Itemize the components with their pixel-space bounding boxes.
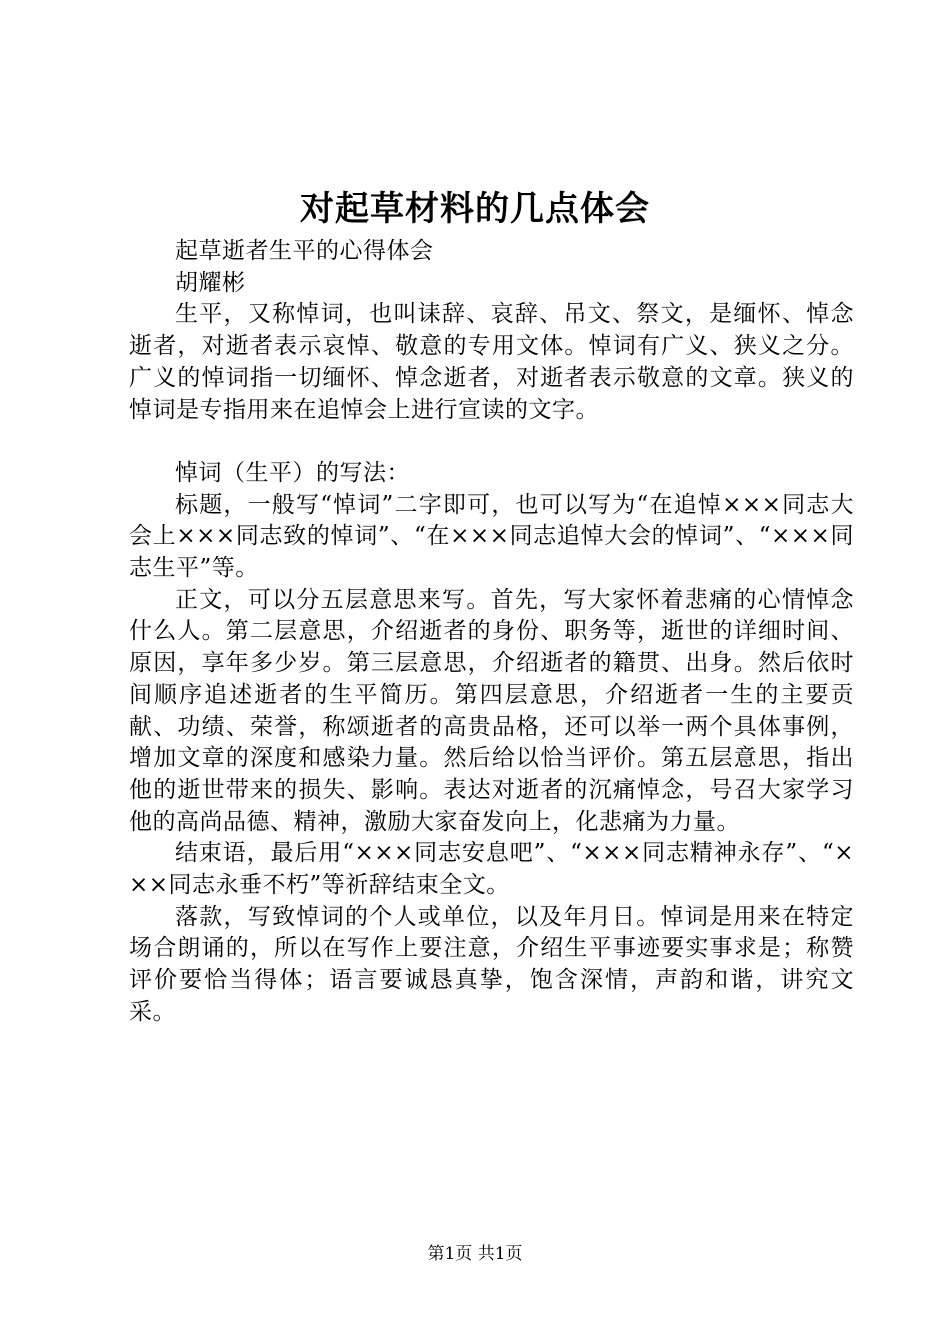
subtitle: 起草逝者生平的心得体会 (175, 238, 434, 264)
section-heading: 悼词（生平）的写法： (175, 459, 410, 486)
paragraph-signature-section: 落款，写致悼词的个人或单位，以及年月日。悼词是用来在特定场合朗诵的，所以在写作上要注意，介绍生平事迹要实事求是；称赞评价要恰当得体；语言要诚恳真挚，饱含深情，声韵和谐，讲究文采。 (129, 903, 854, 1025)
paragraph-title-section: 标题，一般写“悼词”二字即可，也可以写为“在追悼×××同志大会上×××同志致的悼词”、“在×××同志追悼大会的悼词”、“×××同志生平”等。 (129, 491, 854, 582)
author: 胡耀彬 (175, 269, 246, 296)
paragraph-body-section: 正文，可以分五层意思来写。首先，写大家怀着悲痛的心情悼念什么人。第二层意思，介绍逝者的身份、职务等，逝世的详细时间、原因，享年多少岁。第三层意思，介绍逝者的籍贯、出身。然后依时间顺序追述逝者的生平简历。第四层意思，介绍逝者一生的主要贡献、功绩、荣誉，称颂逝者的高贵品格，还可以举一两个具体事例，增加文章的深度和感染力量。然后给以恰当评价。第五层意思，指出他的逝世带来的损失、影响。表达对逝者的沉痛悼念，号召大家学习他的高尚品德、精神，激励大家奋发向上，化悲痛为力量。 (129, 586, 854, 835)
paragraph-closing-section: 结束语，最后用“×××同志安息吧”、“×××同志精神永存”、“×××同志永垂不朽”等祈辞结束全文。 (129, 840, 854, 899)
paragraph-intro: 生平，又称悼词，也叫诔辞、哀辞、吊文、祭文，是缅怀、悼念逝者，对逝者表示哀悼、敬意的专用文体。悼词有广义、狭义之分。广义的悼词指一切缅怀、悼念逝者，对逝者表示敬意的文章。狭义的悼词是专指用来在追悼会上进行宣读的文字。 (129, 301, 854, 423)
blank-line (129, 426, 854, 458)
page-title: 对起草材料的几点体会 (300, 189, 650, 229)
page-footer: 第1页 共1页 (427, 1244, 523, 1264)
document-body (129, 236, 854, 1029)
